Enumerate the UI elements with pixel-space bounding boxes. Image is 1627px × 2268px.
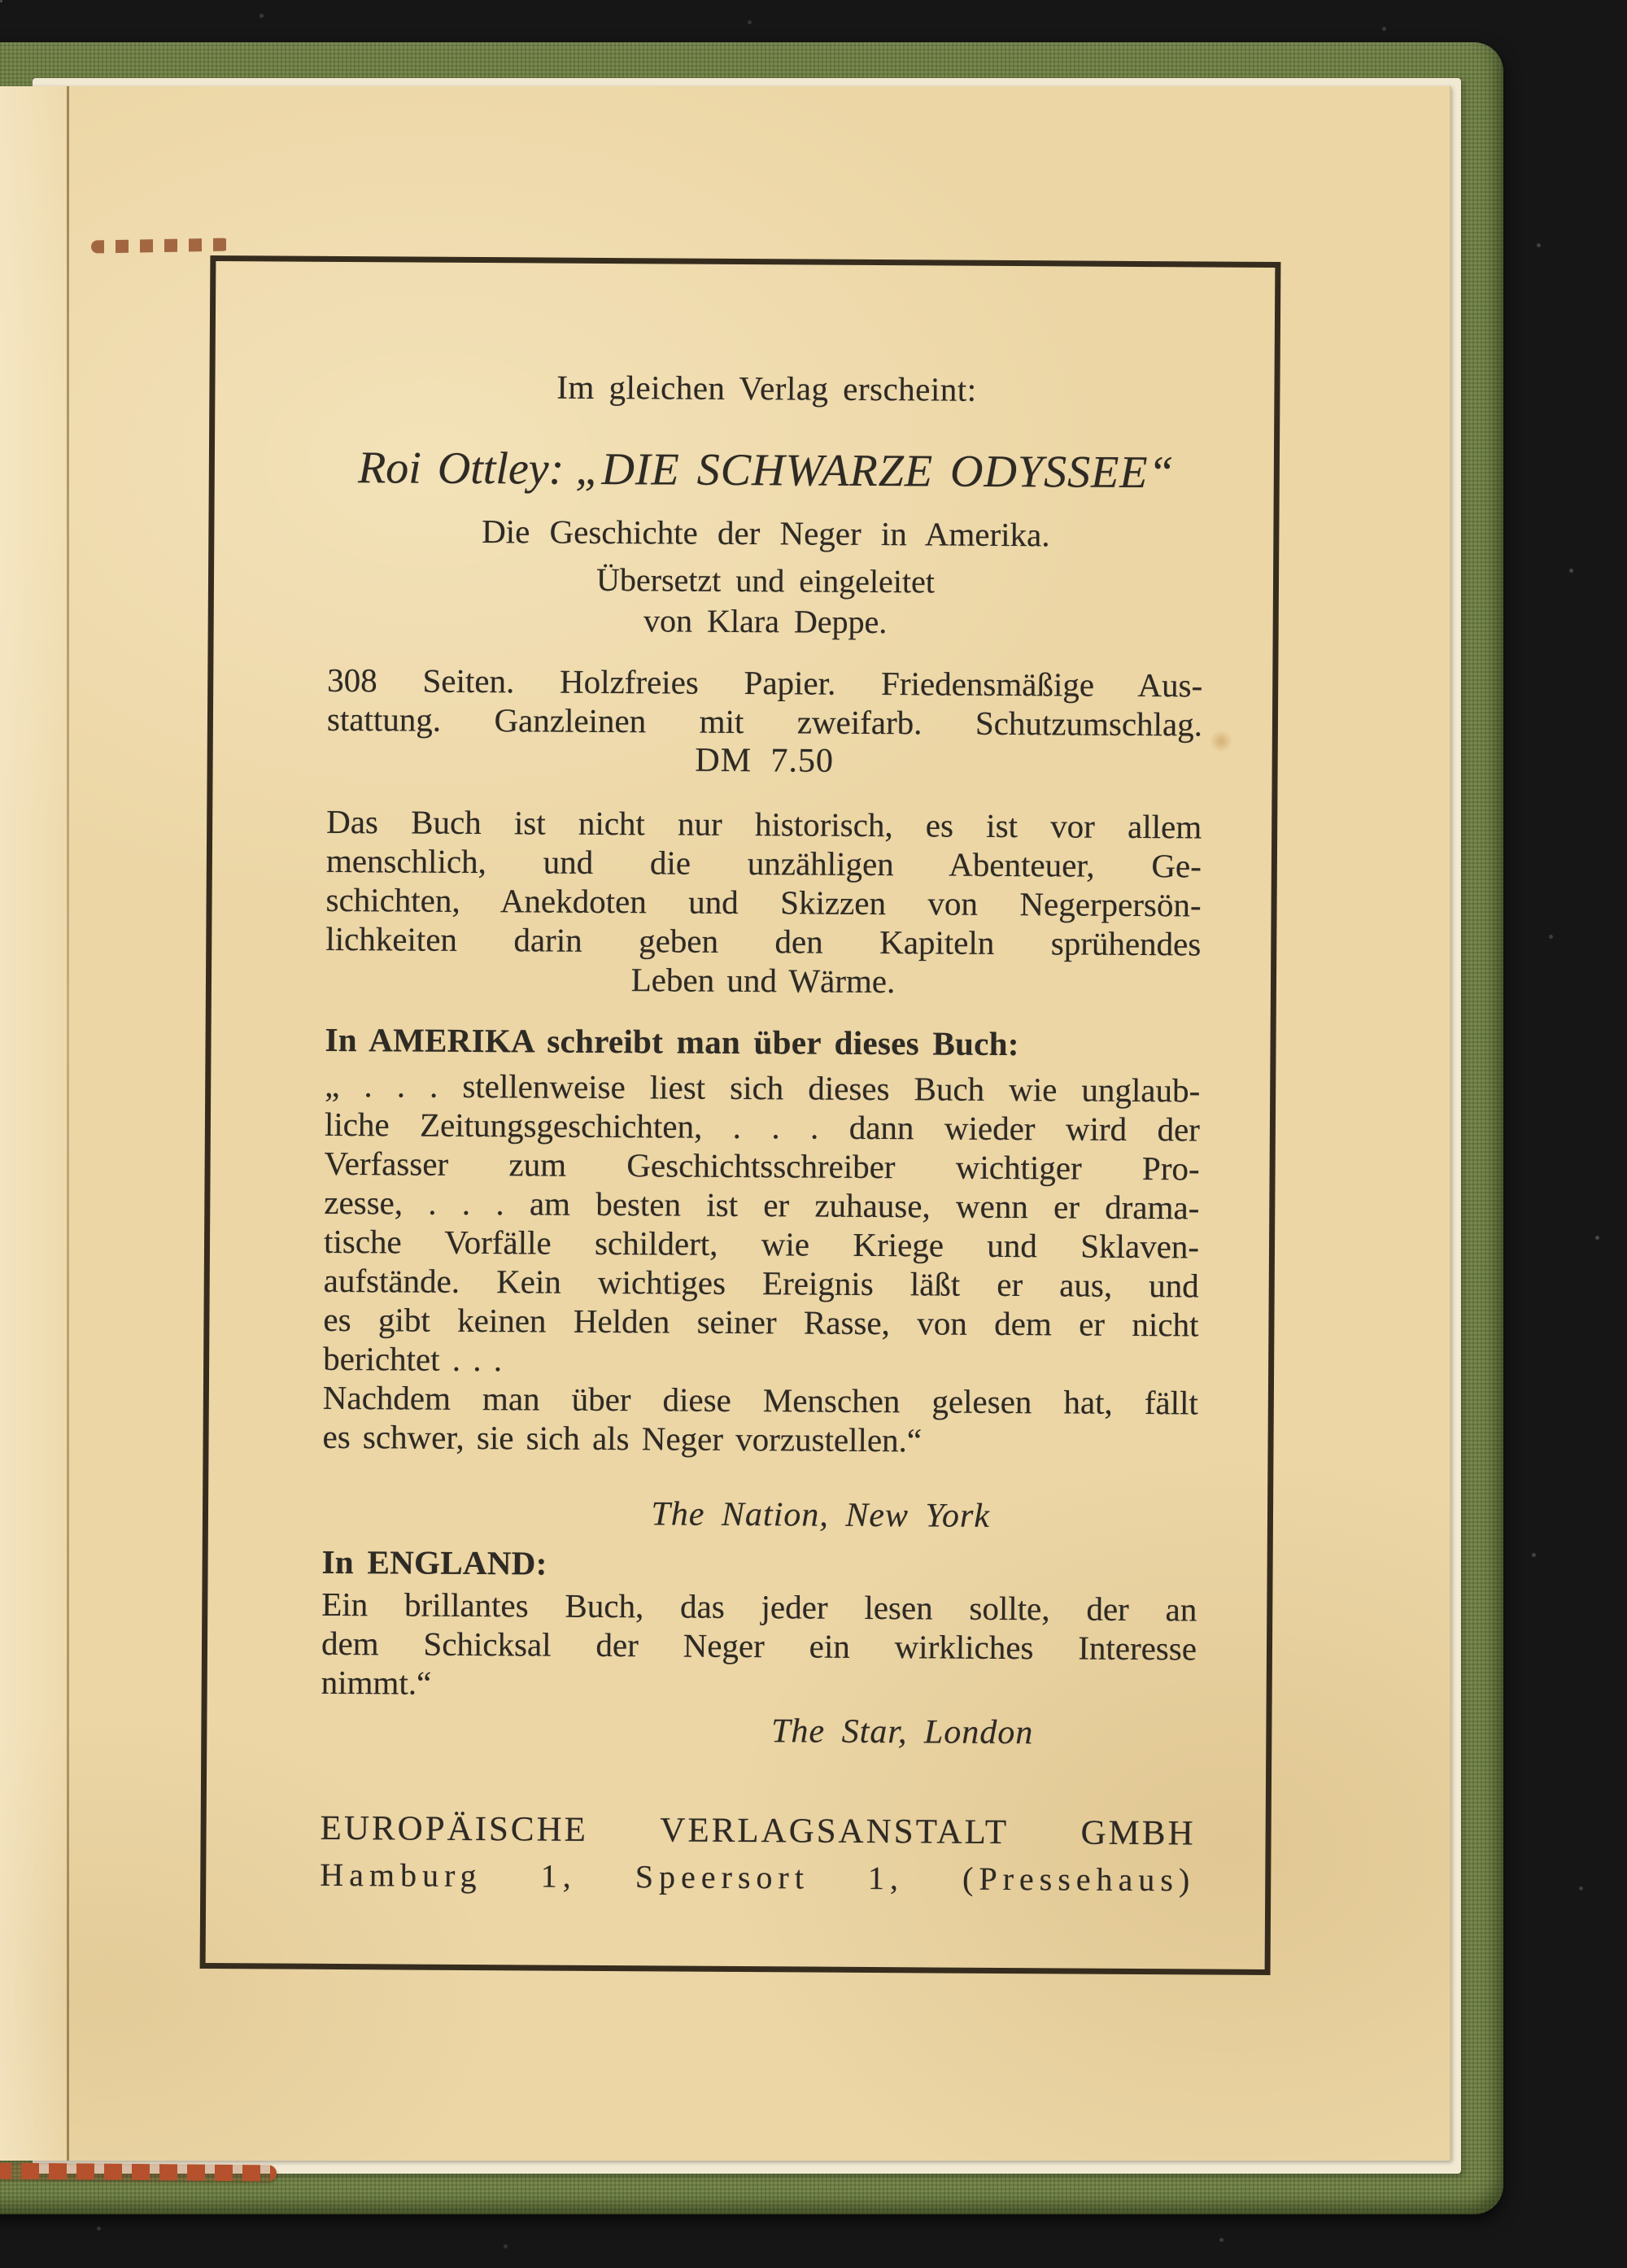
usa-review-quote xyxy=(322,1066,1200,1462)
page-gutter-highlight xyxy=(0,86,68,2161)
publisher-name: EUROPÄISCHE VERLAGSANSTALT GMBH xyxy=(320,1808,1196,1853)
text-line: es gibt keinen Helden seiner Rasse, von dem er nicht xyxy=(323,1300,1199,1344)
text-line: Das Buch ist nicht nur historisch, es ist vor allem xyxy=(326,802,1202,846)
text-line: liche Zeitungsgeschichten, . . . dann wieder wird der xyxy=(324,1105,1201,1149)
text-line: aufstände. Kein wichtiges Ereignis läßt er aus, und xyxy=(323,1261,1199,1305)
book-subtitle: Die Geschichte der Neger in Amerika. xyxy=(482,512,1050,554)
usa-reviews-heading: In AMERIKA schreibt man über dieses Buch: xyxy=(325,1020,1019,1063)
imprint-header: Im gleichen Verlag erscheint: xyxy=(556,368,977,408)
text-line: Ein brillantes Buch, das jeder lesen sollte, der an xyxy=(321,1585,1197,1629)
text-line: Nachdem man über diese Menschen gelesen hat, fällt xyxy=(322,1378,1198,1422)
translator-line-1: Übersetzt und eingeleitet xyxy=(595,560,936,600)
price-line: DM 7.50 xyxy=(695,741,835,780)
printed-border-frame xyxy=(200,255,1281,1975)
england-review-attribution: The Star, London xyxy=(771,1712,1034,1752)
text-line: stattung. Ganzleinen mit zweifarb. Schutzumschlag. xyxy=(326,700,1203,744)
text-line: dem Schicksal der Neger ein wirkliches Interesse xyxy=(321,1624,1197,1668)
text-line: zesse, . . . am besten ist er zuhause, wenn er drama- xyxy=(324,1183,1200,1227)
text-line: schichten, Anekdoten und Skizzen von Negerpersön- xyxy=(325,880,1202,924)
text-line: 308 Seiten. Holzfreies Papier. Friedensmäßige Aus- xyxy=(327,661,1203,704)
author-name: Roi Ottley: xyxy=(357,443,565,495)
book-title-line xyxy=(329,439,1204,502)
text-line: nimmt.“ xyxy=(321,1663,432,1702)
description-paragraph xyxy=(325,802,1202,1003)
book-page xyxy=(0,86,1451,2161)
text-line: menschlich, und die unzähligen Abenteuer, Ge- xyxy=(325,841,1202,885)
dust-specks xyxy=(0,0,2,2)
binding-thread-top xyxy=(91,238,229,254)
text-line: berichtet . . . xyxy=(323,1339,503,1379)
england-reviews-heading: In ENGLAND: xyxy=(321,1542,547,1582)
text-line: lichkeiten darin geben den Kapiteln sprühendes xyxy=(325,919,1202,963)
binding-thread-bottom xyxy=(0,2162,277,2181)
england-review-quote xyxy=(321,1585,1197,1708)
translator-line-2: von Klara Deppe. xyxy=(643,602,888,641)
text-line: „ . . . stellenweise liest sich dieses Buch wie unglaub- xyxy=(325,1066,1201,1110)
publisher-address: Hamburg 1, Speersort 1, (Pressehaus) xyxy=(320,1856,1196,1899)
text-line: tische Vorfälle schildert, wie Kriege und Sklaven- xyxy=(323,1222,1200,1266)
book-title: „DIE SCHWARZE ODYSSEE“ xyxy=(575,443,1175,499)
usa-review-attribution: The Nation, New York xyxy=(651,1495,991,1535)
text-line: Leben und Wärme. xyxy=(630,961,896,1001)
text-line: Verfasser zum Geschichtsschreiber wichtiger Pro- xyxy=(324,1144,1200,1188)
edition-details xyxy=(327,661,1203,744)
page-gutter-crease xyxy=(67,86,69,2161)
text-line: es schwer, sie sich als Neger vorzustellen.“ xyxy=(322,1417,923,1459)
